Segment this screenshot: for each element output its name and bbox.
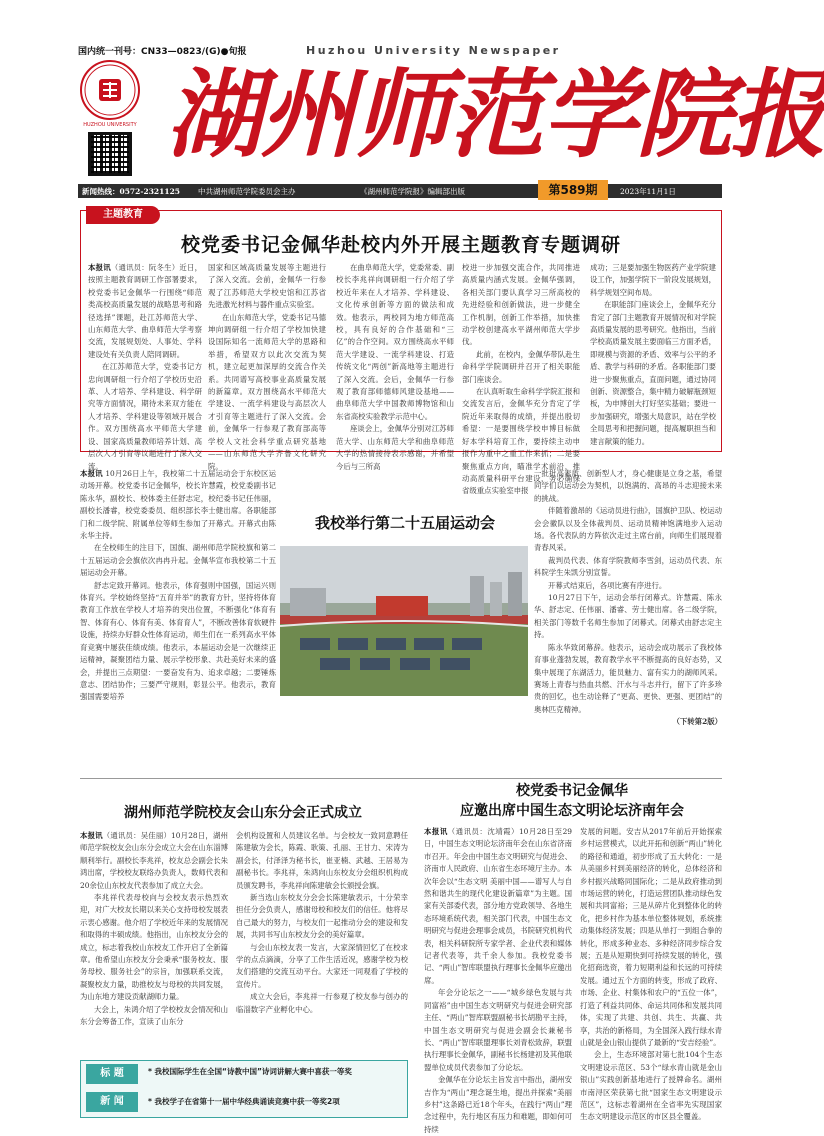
alumni-col-1: 本报讯（通讯员：吴佳丽）10月28日，湖州师范学院校友会山东分会成立大会在山东淄博顺利举行。副校长李兆祥，校友总会副会长朱鸿出席，学校校友联络办负责人，数师代表和20余位山东校友代表参加了成立大会。 李兆祥代表母校向与会校友表示热烈欢迎，对广大校友长期以来关心支持母校发展表示衷心感谢。他介绍了学校近年来的发展情况和取得的丰硕成绩。他指出，山东校友分会的成立，标志着我校山东校友工作开启了全新篇章。他希望山东校友分会秉承“服务校友、服务母校、服务社会”的宗旨，加强联系交流，凝聚校友力量，助推校友与母校的共同发展，为山东地方建设贡献湖师力量。 大会上，朱鸿介绍了学校校友会情况和山东分会筹备工作，宣读了山东分 [80,831,228,1027]
headline-item-2[interactable]: * 我校学子在省第十一届中华经典诵读竞赛中获一等奖2项 [148,1097,340,1106]
topic-tag: 主题教育 [86,206,160,224]
sponsor: 中共湖州师范学院委员会主办 [198,187,296,196]
forum-col-1: 本报讯（通讯员：沈靖霞）10月28日至29日，中国生态文明论坛济南年会在山东省济南市召开。年会由中国生态文明研究与促进会、济南市人民政府、山东省生态环境厅主办。本次年会以“生态文明 美丽中国——谱写人与自然和谐共生的现代化建设新篇章”为主题。国家有关部委代表，部分地方党政领导、各地生态环境系统代表，相关部门代表，中国生态文明研究与促进会理事会成员，书院研究机构代表，相关科研院所专家学者、企业代表和媒体记者代表等，共千余人参加。我校党委书记、“两山”智库联盟执行理事长金佩华应邀出席。 年会分论坛之一——“城乡绿色发展与共同富裕”由中国生态文明研究与促进会研究部主任、“两山”智库联盟副秘书长胡勘平主持，中国生态文明研究与促进会副会长兼秘书长、“两山”智库联盟理事长刘青松致辞，联盟执行理事长金佩华，副秘书长杨建初及其他联盟单位成员代表参加了分论坛。 金佩华在分论坛主旨发言中指出，湖州安吉作为“两山”理念诞生地，提出并探索“美丽乡村”这条路已近18个年头，在践行“两山”理念过程中，先行地区有压力和难题，即如何可持续 [424,827,572,1134]
qr-code[interactable] [88,132,132,176]
sports-photo [280,546,528,696]
sports-left-col: 本报讯 10月26日上午，我校第二十五届运动会于东校区运动场开幕。校党委书记金佩华，校长许慧霞，校党委副书记陈永华，副校长、校体委主任舒志定，校纪委书记任伟丽，副校长潘睿，校党委委员、组织部长李士健出席。各职能部门和二级学院、附属单位等师生参加了开幕式。开幕式由陈永华主持。 在全校师生的注目下，国旗、湖州师范学院校旗和第二十五届运动会会旗依次冉冉升起。金佩华宣布我校第二十五届运动会开幕。 舒志定致开幕词。他表示，体育强则中国强，国运兴则体育兴。学校始终坚持“五育并举”的教育方针，坚持将体育教育工作放在学校人才培养的突出位置，不断强化“体育有智、体育有心、体育有美、体育育人”，不断改善体育软硬件设施，持续办好群众性体育运动，师生们在一系列高水平体育竞赛中屡获佳绩成绩。他表示，本届运动会是一次继续正运精神，凝聚团结力量、展示学校形象、共赴美好未来的盛会，并提出三点期望：一要奋发有为、追求卓越；二要锤炼意志、团结协作；三要严守规则，彰显公平。他表示，教育强国需要培养 [80,469,276,702]
seal-label: HUZHOU UNIVERSITY [83,122,137,128]
photo-tower-1 [470,576,484,616]
lead-col-2: 国家和区域高质量发展等主题进行了深入交流。会前，金佩华一行参观了江苏师范大学校史馆和江苏省先进激光材料与器件重点实验室。 在山东师范大学，党委书记马德坤向调研组一行介绍了学校加快建设国际知名一流师范大学的思路和举措，希望双方以此次交流为契机，建立起更加深厚的交流合作关系。共同谱写高校事业高质量发展的新篇章。双方围绕高水平师范大学建设、一流学科建设与高层次人才引育等主题进行了深入交流。会前，金佩华一行参观了教育部高等学校人文社会科学重点研究基地——山东师范大学齐鲁文化研究院。 [208,263,326,471]
issue-date: 2023年11月1日 [620,187,676,196]
photo-tower-2 [490,582,502,616]
university-seal [80,60,140,120]
photo-tower-3 [508,572,522,616]
lead-col-5: 成功；三是要加强生物医药产业学院建设工作，加强学院下一阶段发展规划，科学规划空间布局。 在职能部门座谈会上，金佩华充分肯定了部门主题教育开展情况和对学院高质量发展的思考研究。他指出，当前学校高质量发展主要面临三方面矛盾，即规模与资源的矛盾、效率与公平的矛盾、教学与科研的矛盾。各职能部门要进一步聚焦重点，直面问题，通过协同创新、资源整合，集中精力破解瓶颈短板，为申博创大打好坚实基础；要进一步加强研究，增强大局意识，站在学校全局思考和把握问题，提高履职担当和建言献策的能力。 [590,263,716,446]
alumni-headline[interactable]: 湖州师范学院校友会山东分会正式成立 [124,805,362,821]
sports-headline[interactable]: 我校举行第二十五届运动会 [314,514,495,532]
forum-headline-2[interactable]: 应邀出席中国生态文明论坛济南年会 [460,803,684,819]
photo-building-left [290,588,326,616]
hotline: 新闻热线：0572-2321125 [82,187,181,196]
newspaper-title: 湖州师范学院报 [166,58,824,171]
publisher: 《湖州师范学院报》编辑部出版 [360,187,465,196]
label-headline: 标 题 [86,1064,138,1084]
lead-col-1: 本报讯（通讯员：阮冬生）近日，按照主题教育调研工作部署要求，校党委书记金佩华一行围绕“师范类高校高质量发展的战略思考和路径选择”课题，赴江苏师范大学、山东师范大学、曲阜师范大学考察交流，发展规划处、人事处、学科建设处有关负责人陪同调研。 在江苏师范大学，党委书记方忠向调研组一行介绍了学校历史沿革、人才培养、学科建设、科学研究等方面情况，期待未来双方能在人才培养、学科建设等领域开展合作。双方围绕高水平师范大学建设、国家高质量教师培养计划、高层次人才引育等议题进行了深入交流。 [88,263,202,471]
sports-right-col: 一批批高素质、创新型人才，身心健康是立身之基，希望同学们以运动会为契机，以饱满的、高昂的斗志迎接未来的挑战。 伴随着激昂的《运动员进行曲》，国旗护卫队、校运动会会徽队以及全体裁判员、运动员精神饱满地步入运动场。各代表队的方阵依次走过主席台前，向师生们展现着青春风采。 裁判员代表、体育学院教师李雪剑，运动员代表、东科院学生朱凯分别宣誓。 开幕式结束后，各项比赛有序进行。 10月27日下午，运动会举行闭幕式。许慧霞、陈永华、舒志定、任伟丽、潘睿、劳士健出席。各二级学院，相关部门等数千名师生参加了闭幕式。闭幕式由舒志定主持。 陈永华致闭幕辞。他表示，运动会成功展示了我校体育事业蓬勃发展，教育教学水平不断提高的良好态势，又集中展现了东湖活力，能员魅力、富有实力的湖师风采。赛场上青春与热血共燃、汗水与斗志并行，留下了许多珍贵的回忆，也生动诠释了“更高、更快、更强、更团结”的奥林匹克精神。 （下转第2版） [534,469,722,727]
forum-col-2: 发展的问题。安吉从2017年前后开始探索乡村运营模式，以此开拓和创新“两山”转化的路径和通道，初步形成了五大转化：一是从美丽乡村到美丽经济的转化，总体经济和乡村振兴战略同国际化；二是从政府推动到市场运营的转化，打造运营团队推动绿色发展和共同富裕；三是从碎片化到整体化的转化，把乡村作为基本单位整体规划，系统推动集体经济发展；四是从单打一到组合拳的转化，形成多种业态、多种经济同步综合发展；五是从短期快到可持续发展的转化，强化招商选资，着力短期利益和长远的可持续发展。通过五个方面的转变，形成了政府、市场、企业、村集体和农户的“五位一体”，打造了利益共同体、命运共同体和发展共同体，实现了共建、共创、共生、共赢、共享，共治的新格局，为全国深入践行绿水青山就是金山银山提供了最新的“安吉经验”。 会上，生态环境部对第七批104个生态文明建设示范区、53个“绿水青山就是金山银山”实践创新基地进行了授牌命名。湖州市南浔区荣获第七批“国家生态文明建设示范区”，这标志着湖州在全省率先实现国家生态文明建设示范区的市区县全覆盖。 [580,827,722,1122]
issue-number: 第589期 [538,180,608,200]
label-news: 新 闻 [86,1092,138,1112]
english-title: Huzhou University Newspaper [306,44,561,57]
issn-line: 国内统一刊号：CN33—0823/(G)●旬报 [78,47,247,57]
seal-emblem-icon [82,62,138,118]
section-divider [80,778,722,779]
headline-item-1[interactable]: * 我校国际学生在全国“诗教中国”诗词讲解大赛中喜获一等奖 [148,1067,352,1076]
forum-headline-1[interactable]: 校党委书记金佩华 [516,783,628,799]
lead-col-4: 校进一步加强交流合作，共同推进高质量内涵式发展。金佩华强调，各相关部门要认真学习三所高校的先进经验和创新做法，进一步健全工作机制，创新工作举措，加快推动学校创建高水平湖州师范大学步伐。 此前，在校内，金佩华带队赴生命科学学院调研并召开了相关职能部门座谈会。 在认真听取生命科学学院汇报和交流发言后，金佩华充分肯定了学院近年来取得的成绩，并提出殷切希望：一是要围绕学校申博目标做好本学科培育工作，要持续主动申报作为重中之重工作来抓；二是要聚焦重点方向，瞄准学术前沿，推动高质量科研平台建设，务必确保省级重点实验室申报 [462,263,580,496]
lead-col-3: 在曲阜师范大学，党委常委、副校长李兆祥向调研组一行介绍了学校近年来在人才培养、学科建设、文化传承创新等方面的做法和成效。他表示，两校同为地方师范高校，具有良好的合作基础和“三亿”的合作空间。双方围绕高水平师范大学建设、一流学科建设、打造传统文化“两创”新高地等主题进行了深入交流。会后，金佩华一行参观了教育部师德师风建设基地——曲阜师范大学中国教师博物馆和山东省高校实验教学示范中心。 座谈会上，金佩华分别对江苏师范大学、山东师范大学和曲阜师范大学的热情接待表示感谢，并希望今后与三所高 [336,263,454,471]
photo-stage [376,596,428,616]
alumni-col-2: 会机构设置和人员建议名单。与会校友一致同意聘任陈建敏为会长，陈霞、耿策、孔丽、王甘力、宋涛为副会长，付泽泽为秘书长，崔亚楠、武越、王居易为副秘书长。李兆祥，朱鸿向山东校友分会组织机构成员颁发聘书，李兆祥向陈建敏会长颁授会旗。 新当选山东校友分会会长陈建敏表示，十分荣幸担任分会负责人，感谢母校和校友们的信任。他将尽自己最大的努力，与校友们一起推动分会的建设和发展，共同书写山东校友分会的美好篇章。 与会山东校友表一发言，大家深情回忆了在校求学的点点滴滴，分享了工作生活近况，感谢学校为校友们搭建的交流互动平台。大家还一同观看了学校的宣传片。 成立大会后，李兆祥一行参观了校友参与创办的临淄数字产业孵化中心。 [236,831,408,1014]
lead-headline[interactable]: 校党委书记金佩华赴校内外开展主题教育专题调研 [180,234,621,256]
